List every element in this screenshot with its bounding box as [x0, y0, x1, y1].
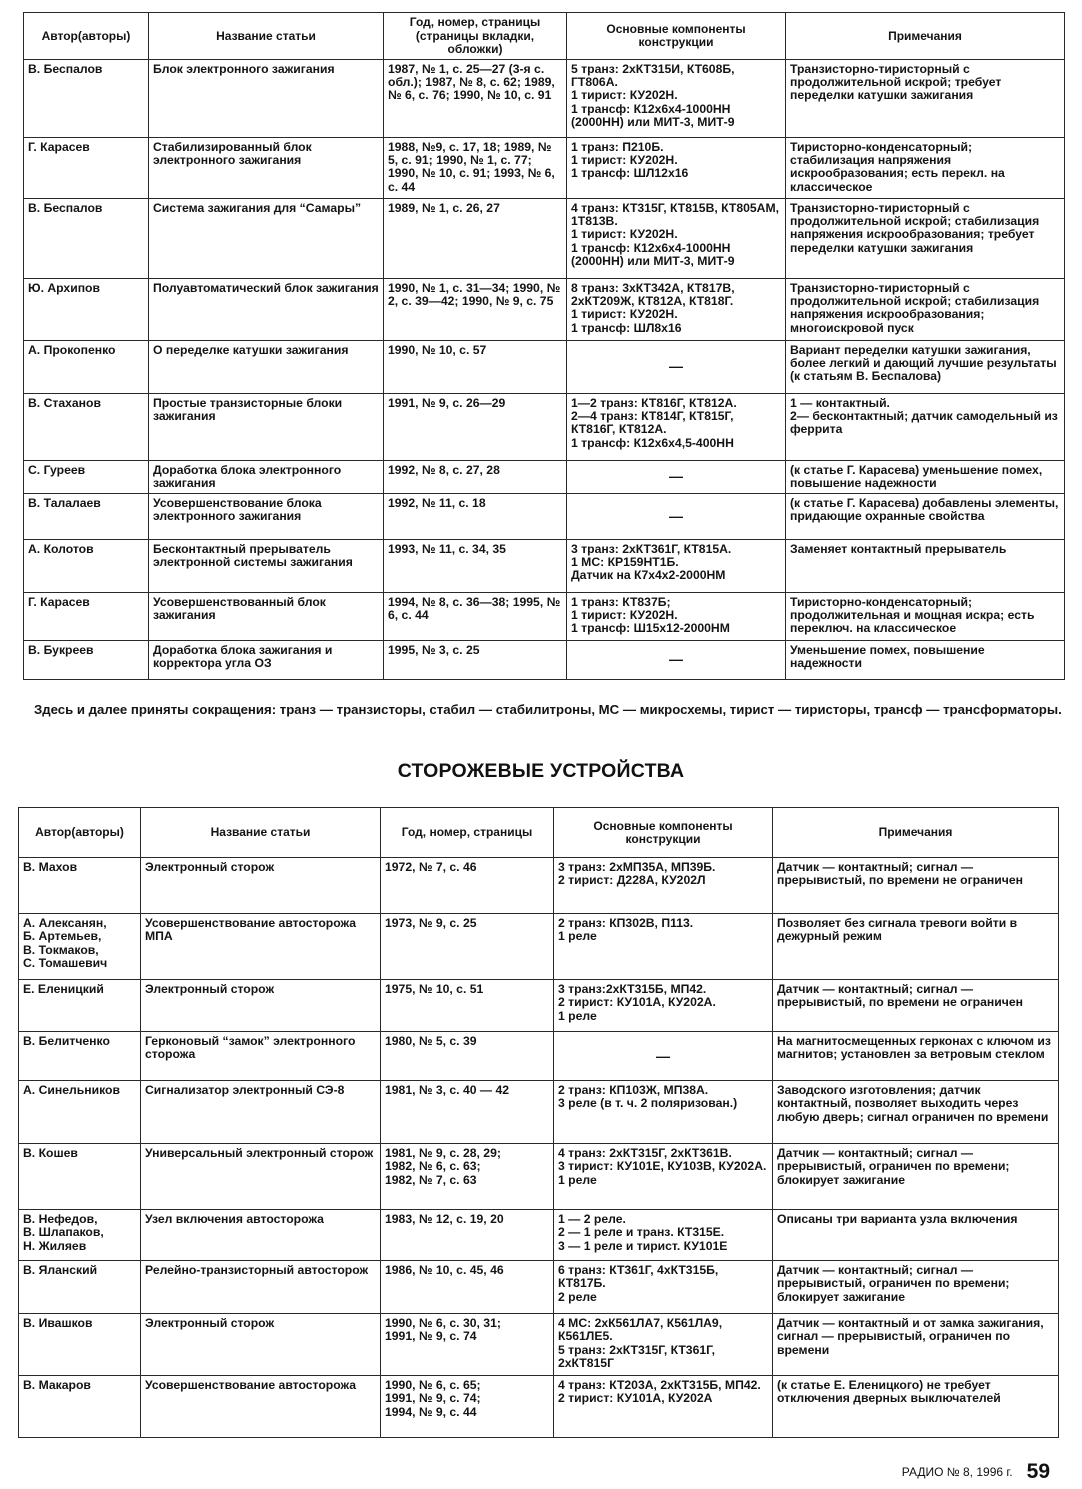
- cell-reference: 1989, № 1, с. 26, 27: [384, 198, 567, 278]
- cell-title: Усовершенствование автосторожа: [141, 1376, 381, 1438]
- cell-notes: Тиристорно-конденсаторный; стабилизация напряжения искрообразования; есть перекл. на классическое: [786, 137, 1065, 198]
- cell-author: В. Нефедов, В. Шлапаков, Н. Жиляев: [19, 1210, 141, 1261]
- table-header-row: [24, 13, 1065, 60]
- cell-notes: (к статье Г. Карасева) добавлены элементы, придающие охранные свойства: [786, 493, 1065, 539]
- cell-reference: 1983, № 12, с. 19, 20: [381, 1210, 554, 1261]
- page-footer: [902, 1460, 1050, 1484]
- table-row: [24, 539, 1065, 592]
- table-row: [19, 858, 1059, 914]
- cell-author: В. Беспалов: [24, 198, 149, 278]
- cell-components: 4 МС: 2хК561ЛА7, К561ЛА9, К561ЛЕ5. 5 транз: 2хКТ315Г, КТ361Г, 2хКТ815Г: [554, 1314, 773, 1376]
- cell-author: В. Букреев: [24, 640, 149, 679]
- cell-reference: 1992, № 8, с. 27, 28: [384, 460, 567, 493]
- cell-components: 2 транз: КП302В, П113. 1 реле: [554, 914, 773, 980]
- table-row: [19, 1376, 1059, 1438]
- cell-reference: 1994, № 8, с. 36—38; 1995, № 6, с. 44: [384, 592, 567, 640]
- cell-title: Простые транзисторные блоки зажигания: [149, 393, 384, 460]
- cell-author: В. Стаханов: [24, 393, 149, 460]
- cell-reference: 1972, № 7, с. 46: [381, 858, 554, 914]
- cell-author: Г. Карасев: [24, 592, 149, 640]
- table-row: [19, 980, 1059, 1032]
- cell-title: Система зажигания для “Самары”: [149, 198, 384, 278]
- cell-author: А. Алексанян, Б. Артемьев, В. Токмаков, С. Томашевич: [19, 914, 141, 980]
- cell-notes: Транзисторно-тиристорный с продолжительной искрой; стабилизация напряжения искрообразования; требует переделки катушки зажигания: [786, 198, 1065, 278]
- cell-author: А. Колотов: [24, 539, 149, 592]
- cell-author: В. Кошев: [19, 1144, 141, 1210]
- cell-reference: 1981, № 9, с. 28, 29; 1982, № 6, с. 63; 1982, № 7, с. 63: [381, 1144, 554, 1210]
- table-row: [24, 493, 1065, 539]
- cell-title: Электронный сторож: [141, 980, 381, 1032]
- cell-author: С. Гуреев: [24, 460, 149, 493]
- cell-author: Ю. Архипов: [24, 278, 149, 340]
- cell-notes: Вариант переделки катушки зажигания, более легкий и дающий лучшие результаты (к статьям В. Беспалова): [786, 340, 1065, 393]
- cell-notes: Уменьшение помех, повышение надежности: [786, 640, 1065, 679]
- header-title: Название статьи: [149, 13, 384, 60]
- cell-components: 4 транз: 2хКТ315Г, 2хКТ361В. 3 тирист: КУ101Е, КУ103В, КУ202А. 1 реле: [554, 1144, 773, 1210]
- cell-notes: Позволяет без сигнала тревоги войти в дежурный режим: [773, 914, 1059, 980]
- cell-reference: 1990, № 6, с. 30, 31; 1991, № 9, с. 74: [381, 1314, 554, 1376]
- cell-components: 4 транз: КТ315Г, КТ815В, КТ805АМ, 1Т813В. 1 тирист: КУ202Н. 1 трансф: К12х6х4-1000НН (2000НН) или МИТ-3, МИТ-9: [567, 198, 786, 278]
- cell-title: Электронный сторож: [141, 1314, 381, 1376]
- cell-author: А. Прокопенко: [24, 340, 149, 393]
- cell-author: Е. Еленицкий: [19, 980, 141, 1032]
- header-reference: Год, номер, страницы: [381, 808, 554, 858]
- cell-reference: 1980, № 5, с. 39: [381, 1032, 554, 1081]
- cell-components: 1—2 транз: КТ816Г, КТ812А. 2—4 транз: КТ814Г, КТ815Г, КТ816Г, КТ812А. 1 трансф: К12х6х4,5-400НН: [567, 393, 786, 460]
- cell-components: 4 транз: КТ203А, 2хКТ315Б, МП42. 2 тирист: КУ101А, КУ202А: [554, 1376, 773, 1438]
- table-header-row: [19, 808, 1059, 858]
- table-row: [19, 914, 1059, 980]
- cell-components: 5 транз: 2хКТ315И, КТ608Б, ГТ806А. 1 тирист: КУ202Н. 1 трансф: К12х6х4-1000НН (2000НН) или МИТ-3, МИТ-9: [567, 59, 786, 137]
- table-row: [24, 198, 1065, 278]
- cell-reference: 1987, № 1, с. 25—27 (3-я с. обл.); 1987, № 8, с. 62; 1989, № 6, с. 76; 1990, № 10, с. 91: [384, 59, 567, 137]
- cell-components: 1 — 2 реле. 2 — 1 реле и транз. КТ315Е. 3 — 1 реле и тирист. КУ101Е: [554, 1210, 773, 1261]
- cell-author: В. Беспалов: [24, 59, 149, 137]
- table-row: [24, 640, 1065, 679]
- cell-title: Усовершенствованный блок зажигания: [149, 592, 384, 640]
- cell-title: О переделке катушки зажигания: [149, 340, 384, 393]
- header-title: Название статьи: [141, 808, 381, 858]
- cell-title: Доработка блока электронного зажигания: [149, 460, 384, 493]
- cell-reference: 1973, № 9, с. 25: [381, 914, 554, 980]
- cell-notes: Транзисторно-тиристорный с продолжительной искрой; стабилизация напряжения искрообразования; многоискровой пуск: [786, 278, 1065, 340]
- table-row: [24, 278, 1065, 340]
- cell-reference: 1988, №9, с. 17, 18; 1989, № 5, с. 91; 1990, № 1, с. 77; 1990, № 10, с. 91; 1993, № 6, с. 44: [384, 137, 567, 198]
- table-row: [24, 393, 1065, 460]
- alarm-table-body: [19, 858, 1059, 1438]
- cell-notes: Датчик — контактный; сигнал — прерывистый, ограничен по времени; блокирует зажигание: [773, 1144, 1059, 1210]
- cell-components: 6 транз: КТ361Г, 4хКТ315Б, КТ817Б. 2 реле: [554, 1261, 773, 1314]
- cell-reference: 1995, № 3, с. 25: [384, 640, 567, 679]
- table-row: [19, 1261, 1059, 1314]
- cell-reference: 1991, № 9, с. 26—29: [384, 393, 567, 460]
- cell-components: —: [567, 340, 786, 393]
- cell-notes: 1 — контактный. 2— бесконтактный; датчик самодельный из феррита: [786, 393, 1065, 460]
- cell-notes: (к статье Е. Еленицкого) не требует отключения дверных выключателей: [773, 1376, 1059, 1438]
- cell-reference: 1975, № 10, с. 51: [381, 980, 554, 1032]
- header-author: Автор(авторы): [24, 13, 149, 60]
- cell-title: Усовершенствование блока электронного зажигания: [149, 493, 384, 539]
- cell-notes: Транзисторно-тиристорный с продолжительной искрой; требует переделки катушки зажигания: [786, 59, 1065, 137]
- ignition-systems-table: [23, 12, 1065, 680]
- header-reference: Год, номер, страницы (страницы вкладки, обложки): [384, 13, 567, 60]
- cell-components: —: [554, 1032, 773, 1081]
- table-row: [24, 460, 1065, 493]
- cell-author: В. Белитченко: [19, 1032, 141, 1081]
- header-author: Автор(авторы): [19, 808, 141, 858]
- cell-title: Доработка блока зажигания и корректора угла ОЗ: [149, 640, 384, 679]
- cell-components: 3 транз: 2хКТ361Г, КТ815А. 1 МС: КР159НТ1Б. Датчик на К7х4х2-2000НМ: [567, 539, 786, 592]
- cell-title: Усовершенствование автосторожа МПА: [141, 914, 381, 980]
- cell-title: Релейно-транзисторный автосторож: [141, 1261, 381, 1314]
- cell-title: Сигнализатор электронный СЭ-8: [141, 1081, 381, 1144]
- cell-notes: Описаны три варианта узла включения: [773, 1210, 1059, 1261]
- cell-author: В. Ивашков: [19, 1314, 141, 1376]
- table-row: [19, 1314, 1059, 1376]
- ignition-table-body: [24, 59, 1065, 679]
- cell-reference: 1990, № 1, с. 31—34; 1990, № 2, с. 39—42; 1990, № 9, с. 75: [384, 278, 567, 340]
- cell-notes: Датчик — контактный; сигнал — прерывистый, по времени не ограничен: [773, 858, 1059, 914]
- header-components: Основные компоненты конструкции: [567, 13, 786, 60]
- alarm-devices-table: [18, 807, 1059, 1438]
- cell-author: В. Талалаев: [24, 493, 149, 539]
- header-components: Основные компоненты конструкции: [554, 808, 773, 858]
- cell-components: —: [567, 460, 786, 493]
- cell-reference: 1992, № 11, с. 18: [384, 493, 567, 539]
- cell-title: Электронный сторож: [141, 858, 381, 914]
- cell-author: В. Яланский: [19, 1261, 141, 1314]
- abbreviation-note: Здесь и далее приняты сокращения: транз — транзисторы, стабил — стабилитроны, МС — микросхемы, тирист — тиристоры, трансф — трансформаторы.: [34, 702, 1062, 717]
- cell-reference: 1981, № 3, с. 40 — 42: [381, 1081, 554, 1144]
- cell-components: 1 транз: КТ837Б; 1 тирист: КУ202Н. 1 трансф: Ш15х12-2000НМ: [567, 592, 786, 640]
- cell-components: 2 транз: КП103Ж, МП38А. 3 реле (в т. ч. 2 поляризован.): [554, 1081, 773, 1144]
- cell-title: Полуавтоматический блок зажигания: [149, 278, 384, 340]
- cell-title: Универсальный электронный сторож: [141, 1144, 381, 1210]
- cell-author: В. Макаров: [19, 1376, 141, 1438]
- page-number: 59: [1026, 1460, 1050, 1483]
- table-row: [19, 1032, 1059, 1081]
- table-row: [19, 1144, 1059, 1210]
- cell-notes: На магнитосмещенных герконах с ключом из магнитов; установлен за ветровым стеклом: [773, 1032, 1059, 1081]
- cell-notes: Датчик — контактный и от замка зажигания, сигнал — прерывистый, ограничен по времени: [773, 1314, 1059, 1376]
- cell-author: Г. Карасев: [24, 137, 149, 198]
- cell-reference: 1986, № 10, с. 45, 46: [381, 1261, 554, 1314]
- cell-author: В. Махов: [19, 858, 141, 914]
- cell-notes: Тиристорно-конденсаторный; продолжительная и мощная искра; есть переключ. на классическое: [786, 592, 1065, 640]
- header-notes: Примечания: [786, 13, 1065, 60]
- cell-notes: Датчик — контактный; сигнал — прерывистый, по времени не ограничен: [773, 980, 1059, 1032]
- table-row: [19, 1081, 1059, 1144]
- journal-issue: РАДИО № 8, 1996 г.: [901, 1465, 1013, 1479]
- cell-notes: Заводского изготовления; датчик контактный, позволяет выходить через любую дверь; сигнал ограничен по времени: [773, 1081, 1059, 1144]
- table-row: [24, 340, 1065, 393]
- cell-title: Бесконтактный прерыватель электронной системы зажигания: [149, 539, 384, 592]
- cell-title: Узел включения автосторожа: [141, 1210, 381, 1261]
- cell-notes: Заменяет контактный прерыватель: [786, 539, 1065, 592]
- cell-reference: 1990, № 10, с. 57: [384, 340, 567, 393]
- cell-components: 3 транз: 2хМП35А, МП39Б. 2 тирист: Д228А, КУ202Л: [554, 858, 773, 914]
- cell-reference: 1990, № 6, с. 65; 1991, № 9, с. 74; 1994, № 9, с. 44: [381, 1376, 554, 1438]
- table-row: [24, 592, 1065, 640]
- cell-notes: Датчик — контактный; сигнал — прерывистый, ограничен по времени; блокирует зажигание: [773, 1261, 1059, 1314]
- cell-components: 8 транз: 3хКТ342А, КТ817В, 2хКТ209Ж, КТ812А, КТ818Г. 1 тирист: КУ202Н. 1 трансф: ШЛ8х16: [567, 278, 786, 340]
- cell-components: 1 транз: П210Б. 1 тирист: КУ202Н. 1 трансф: ШЛ12х16: [567, 137, 786, 198]
- table-row: [19, 1210, 1059, 1261]
- cell-title: Блок электронного зажигания: [149, 59, 384, 137]
- cell-reference: 1993, № 11, с. 34, 35: [384, 539, 567, 592]
- cell-components: 3 транз:2хКТ315Б, МП42. 2 тирист: КУ101А, КУ202А. 1 реле: [554, 980, 773, 1032]
- table-row: [24, 59, 1065, 137]
- cell-notes: (к статье Г. Карасева) уменьшение помех, повышение надежности: [786, 460, 1065, 493]
- section-title: СТОРОЖЕВЫЕ УСТРОЙСТВА: [397, 760, 685, 782]
- cell-components: —: [567, 640, 786, 679]
- table-row: [24, 137, 1065, 198]
- cell-title: Стабилизированный блок электронного зажигания: [149, 137, 384, 198]
- header-notes: Примечания: [773, 808, 1059, 858]
- cell-title: Герконовый “замок” электронного сторожа: [141, 1032, 381, 1081]
- cell-components: —: [567, 493, 786, 539]
- cell-author: А. Синельников: [19, 1081, 141, 1144]
